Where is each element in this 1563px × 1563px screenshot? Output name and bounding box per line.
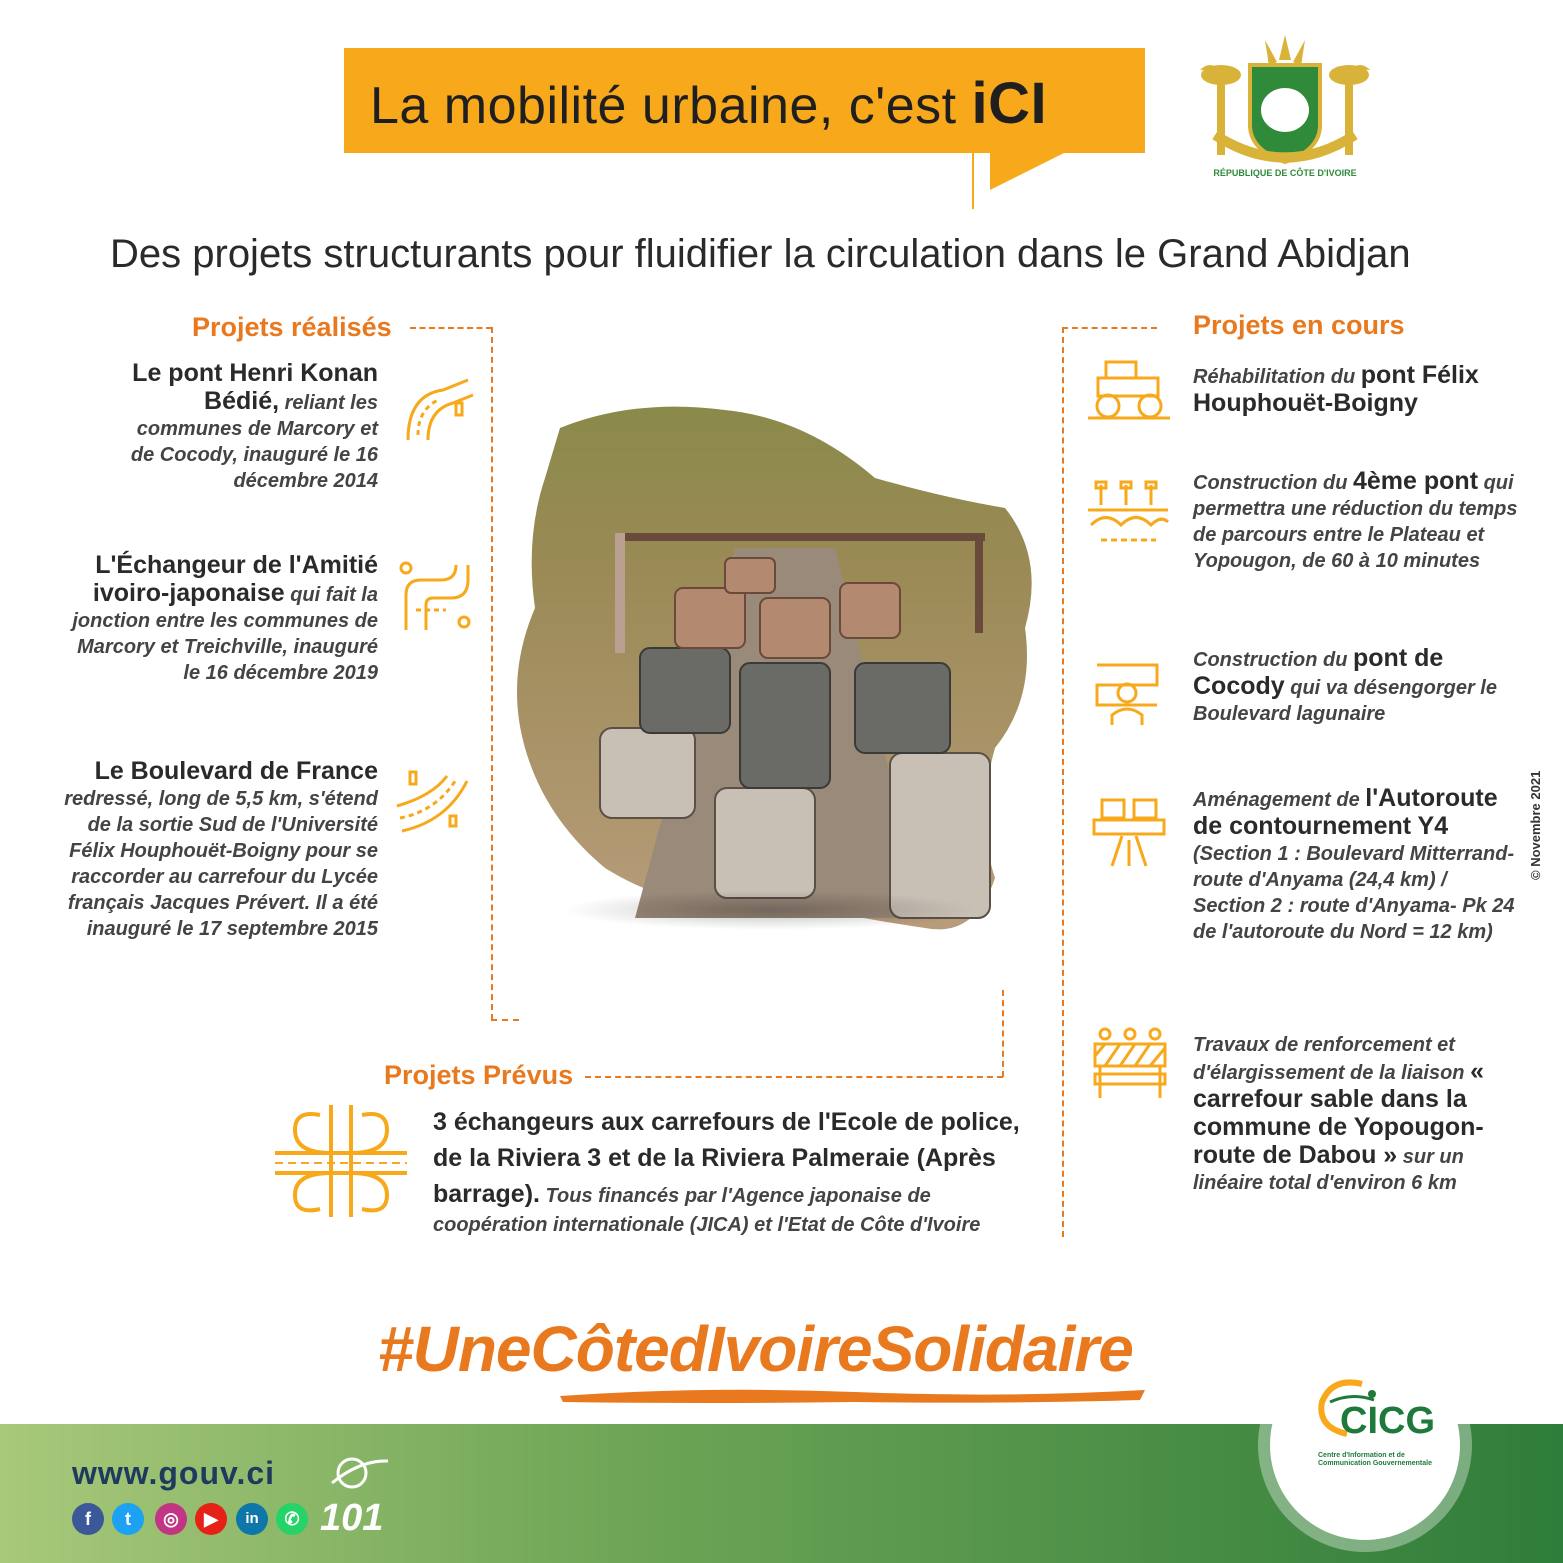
list-item: Le pont Henri Konan Bédié, reliant les communes de Marcory et de Cocody, inauguré le 16 décembre 2014 [130, 359, 378, 492]
list-item: Construction du 4ème pont qui permettra une réduction du temps de parcours entre le Plateau et Yopougon, de 60 à 10 minutes [1193, 467, 1518, 572]
divider [491, 327, 493, 1020]
road-roller-icon [1088, 358, 1170, 420]
divider [585, 1076, 1003, 1078]
svg-text:RÉPUBLIQUE DE CÔTE D'IVOIRE: RÉPUBLIQUE DE CÔTE D'IVOIRE [1213, 168, 1357, 178]
curved-road-icon [392, 766, 472, 838]
cicg-name: CICG [1340, 1400, 1435, 1442]
list-item: Réhabilitation du pont Félix Houphouët-Boigny [1193, 361, 1479, 417]
whatsapp-icon[interactable]: ✆ [276, 1503, 308, 1535]
hashtag: #UneCôtedIvoireSolidaire [378, 1313, 1133, 1385]
page-subtitle: Des projets structurants pour fluidifier la circulation dans le Grand Abidjan [110, 232, 1411, 276]
copyright: © Novembre 2021 [1528, 770, 1543, 880]
worker-road-icon [1092, 655, 1164, 727]
divider [491, 1019, 519, 1021]
title-bubble-tail [990, 150, 1070, 192]
list-item: L'Échangeur de l'Amitié ivoiro-japonaise qui fait la jonction entre les communes de Marcory et Treichville, inauguré le 16 décembre 2019 [72, 551, 378, 684]
title-bubble-tail-line [972, 153, 974, 209]
phone-number: 101 [320, 1497, 384, 1539]
list-item: Le Boulevard de France redressé, long de 5,5 km, s'étend de la sortie Sud de l'Université Félix Houphouët-Boigny pour se raccorder au carrefour du Lycée français Jacques Prévert. Il a été inauguré le 17 septembre 2015 [64, 757, 378, 940]
list-item: Travaux de renforcement et d'élargissement de la liaison « carrefour sable dans la commune de Yopougon-route de Dabou » sur un linéaire total d'environ 6 km [1193, 1034, 1484, 1194]
highway-icon [1092, 798, 1166, 868]
section-title-prevus: Projets Prévus [384, 1060, 574, 1090]
divider [1002, 990, 1004, 1077]
page-title: La mobilité urbaine, c'est iCI [370, 71, 1048, 136]
list-item: 3 échangeurs aux carrefours de l'Ecole de police, de la Riviera 3 et de la Riviera Palmeraie (Après barrage). Tous financés par l'Agence japonaise de coopération internationale (JICA) et l'Etat de Côte d'Ivoire [433, 1108, 1020, 1236]
divider [1062, 327, 1064, 1237]
section-title-en-cours: Projets en cours [1193, 310, 1405, 340]
brush-stroke [555, 1382, 1150, 1406]
cloverleaf-icon [275, 1105, 407, 1217]
list-item: Aménagement de l'Autoroute de contournement Y4 (Section 1 : Boulevard Mitterrand-route d'Anyama (24,4 km) / Section 2 : route d'Anyama- Pk 24 de l'autoroute du Nord = 12 km) [1193, 784, 1515, 943]
facebook-icon[interactable]: f [72, 1503, 104, 1535]
instagram-icon[interactable]: ◎ [155, 1503, 187, 1535]
section-title-realises: Projets réalisés [192, 312, 392, 342]
divider [410, 327, 492, 329]
bridge-icon [1086, 480, 1170, 550]
cicg-subtitle: Centre d'Information et de Communication Gouvernementale [1318, 1452, 1432, 1467]
globe-icon [330, 1455, 390, 1495]
traffic-photo [505, 398, 1055, 958]
list-item: Construction du pont de Cocody qui va désengorger le Boulevard lagunaire [1193, 644, 1497, 725]
website-link[interactable]: www.gouv.ci [72, 1455, 276, 1491]
linkedin-icon[interactable]: in [236, 1503, 268, 1535]
photo-shadow [560, 890, 980, 930]
youtube-icon[interactable]: ▶ [195, 1503, 227, 1535]
bridge-road-icon [398, 375, 478, 445]
barrier-icon [1090, 1026, 1170, 1101]
twitter-icon[interactable]: t [112, 1503, 144, 1535]
coat-of-arms-icon [1195, 30, 1375, 180]
divider [1062, 327, 1157, 329]
interchange-icon [396, 560, 474, 634]
